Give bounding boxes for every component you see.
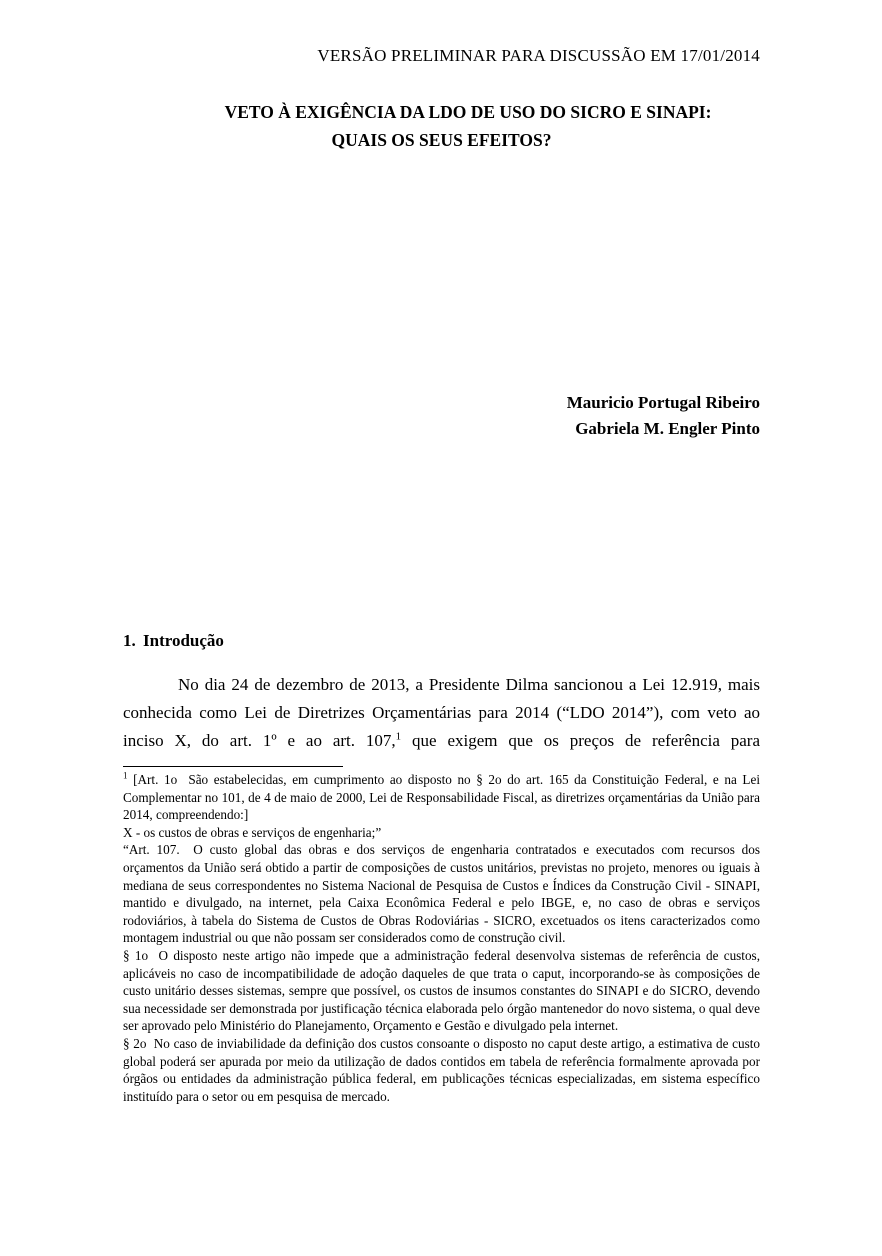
section-number: 1. bbox=[123, 631, 136, 650]
version-notice: VERSÃO PRELIMINAR PARA DISCUSSÃO EM 17/01/2014 bbox=[317, 46, 760, 65]
footnote-segment-2: X - os custos de obras e serviços de engenharia;” bbox=[123, 824, 382, 840]
footnote-text-1: [Art. 1o São estabelecidas, em cumprimento ao disposto no § 2o do art. 165 da Constituição Federal, e na Lei Complementar no 101, de 4 de maio de 2000, Lei de Responsabilidade Fiscal, as diretrizes orçamentárias da União para 2014, compreendendo:] bbox=[123, 772, 761, 823]
intro-paragraph bbox=[123, 671, 760, 755]
section-heading-introduction bbox=[123, 630, 760, 652]
document-title-line1: VETO À EXIGÊNCIA DA LDO DE USO DO SICRO E SINAPI: bbox=[224, 102, 712, 122]
footnote-segment-4: § 1o O disposto neste artigo não impede que a administração federal desenvolva sistemas de referência de custos, aplicáveis no caso de incompatibilidade de adoção daqueles de que trata o caput, incorporando-se às composições de custo unitário desses sistemas, sempre que possível, os custos de insumos constantes do SINAPI e do SICRO, devendo sua necessidade ser demonstrada por justificação técnica elaborada pelo órgão mantenedor do novo sistema, o qual deve ser aprovado pelo Ministério do Planejamento, Orçamento e Gestão e divulgado pela internet. bbox=[123, 947, 760, 1034]
footnote-segment-5: § 2o No caso de inviabilidade da definição dos custos consoante o disposto no caput deste artigo, a estimativa de custo global poderá ser apurada por meio da utilização de dados contidos em tabela de referência formalmente aprovada por órgãos ou entidades da administração pública federal, em publicações técnicas especializadas, em sistema específico instituído para o setor ou em pesquisa de mercado. bbox=[123, 1035, 760, 1104]
footnote-1 bbox=[123, 771, 760, 1105]
footnote-marker: 1 bbox=[123, 770, 128, 781]
footnote-segment-1 bbox=[123, 771, 760, 824]
footnote-area bbox=[123, 766, 760, 1105]
author-name-1: Mauricio Portugal Ribeiro bbox=[566, 393, 760, 412]
document-title-line2: QUAIS OS SEUS EFEITOS? bbox=[331, 130, 552, 150]
intro-text-before-ref: No dia 24 de dezembro de 2013, a Presidente Dilma sancionou a Lei 12.919, mais conhecida como Lei de Diretrizes Orçamentárias para 2014 (“LDO 2014”), com veto ao inciso X, do art. 1º e ao art. 107, bbox=[123, 675, 760, 750]
section-title: Introdução bbox=[143, 631, 224, 650]
intro-text-after-ref: que exigem que os preços de referência para bbox=[401, 731, 761, 750]
author-block bbox=[123, 390, 760, 442]
document-title bbox=[123, 98, 760, 154]
author-name-2: Gabriela M. Engler Pinto bbox=[575, 419, 760, 438]
footnote-separator-rule bbox=[123, 766, 343, 767]
footnote-segment-3: “Art. 107. O custo global das obras e dos serviços de engenharia contratados e executados com recursos dos orçamentos da União será obtido a partir de composições de custos unitários, previstas no projeto, menores ou iguais à mediana de seus correspondentes no Sistema Nacional de Pesquisa de Custos e Índices da Construção Civil - SINAPI, mantido e divulgado, na internet, pela Caixa Econômica Federal e pelo IBGE, e, no caso de obras e serviços rodoviários, à tabela do Sistema de Custos de Obras Rodoviárias - SICRO, excetuados os itens caracterizados como montagem industrial ou que não possam ser considerados como de construção civil. bbox=[123, 842, 760, 946]
footnote-reference-1: 1 bbox=[395, 730, 402, 743]
